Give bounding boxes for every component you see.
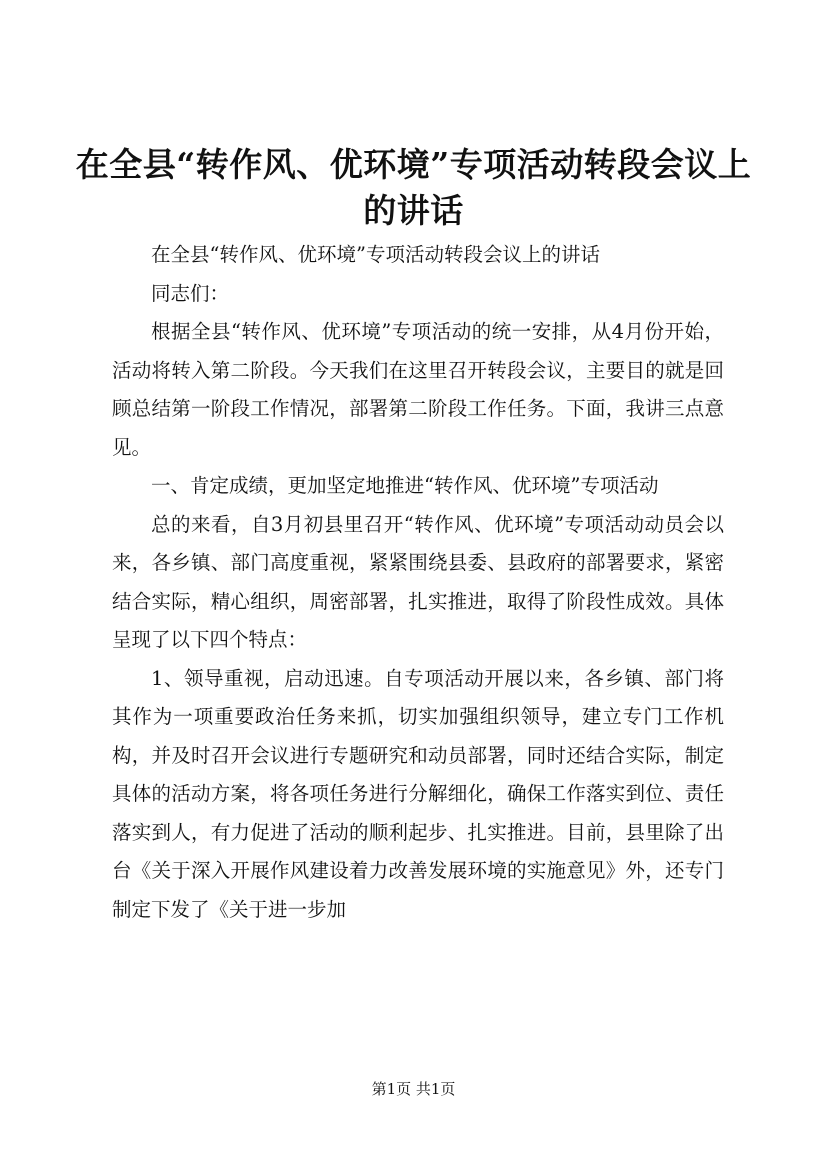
paragraph-point-1: 1、领导重视，启动迅速。自专项活动开展以来，各乡镇、部门将其作为一项重要政治任务来抓，切实加强组织领导，建立专门工作机构，并及时召开会议进行专题研究和动员部署，同时还结合实际，制定具体的活动方案，将各项任务进行分解细化，确保工作落实到位、责任落实到人，有力促进了活动的顺利起步、扎实推进。目前，县里除了出台《关于深入开展作风建设着力改善发展环境的实施意见》外，还专门制定下发了《关于进一步加 <box>112 666 724 921</box>
document-body <box>112 236 724 929</box>
paragraph-section-heading: 一、肯定成绩，更加坚定地推进“转作风、优环境”专项活动 <box>151 474 659 497</box>
paragraph-salutation: 同志们： <box>151 281 230 305</box>
paragraph-summary: 总的来看，自3月初县里召开“转作风、优环境”专项活动动员会以来，各乡镇、部门高度重视，紧紧围绕县委、县政府的部署要求，紧密结合实际，精心组织，周密部署，扎实推进，取得了阶段性成效。具体呈现了以下四个特点： <box>112 512 724 651</box>
page-footer: 第1页 共1页 <box>371 1080 456 1098</box>
document-title: 在全县“转作风、优环境”专项活动转段会议上的讲话 <box>75 145 752 230</box>
paragraph-intro: 根据全县“转作风、优环境”专项活动的统一安排，从4月份开始，活动将转入第二阶段。今天我们在这里召开转段会议，主要目的就是回顾总结第一阶段工作情况，部署第二阶段工作任务。下面，我讲三点意见。 <box>112 320 724 459</box>
paragraph-subtitle: 在全县“转作风、优环境”专项活动转段会议上的讲话 <box>151 243 600 266</box>
